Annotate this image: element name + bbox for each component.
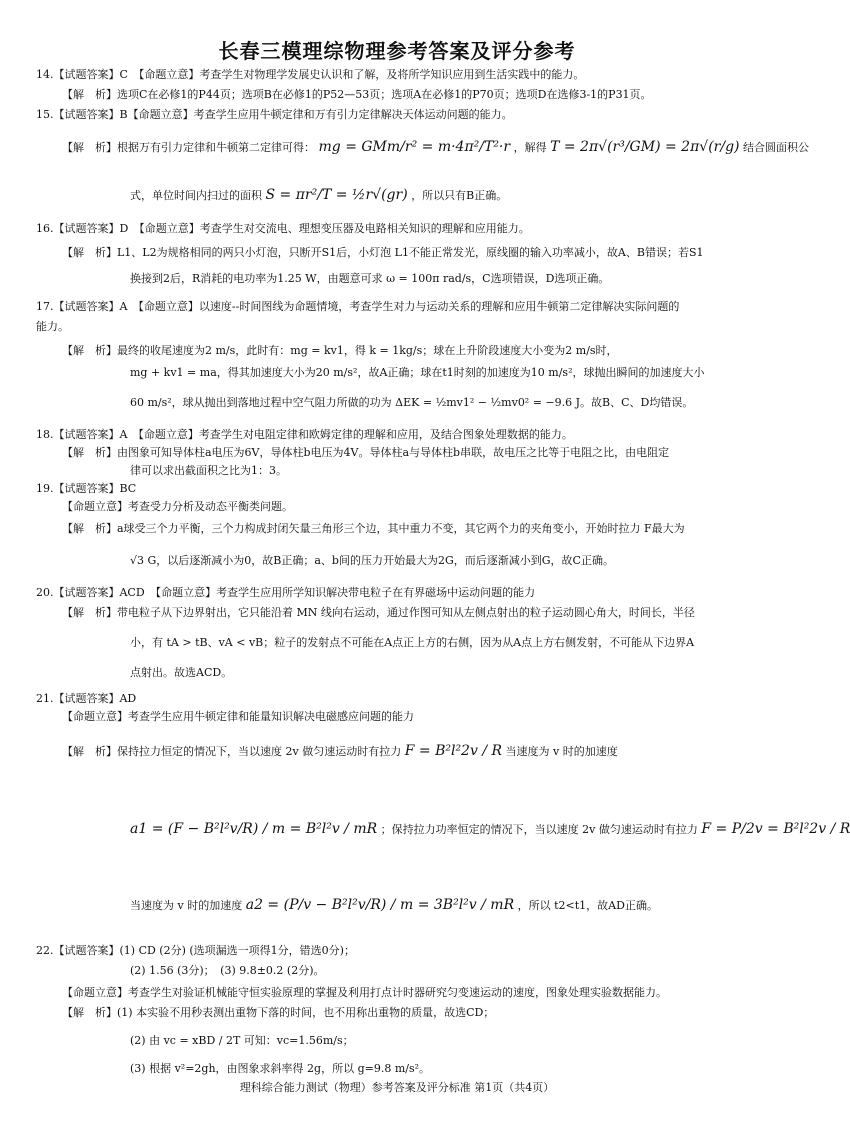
q22-answer-line2: (2) 1.56 (3分)； (3) 9.8±0.2 (2分)。 xyxy=(130,964,325,977)
q17-answer-line-cont: 能力。 xyxy=(36,320,69,333)
q20-analysis-line1: 【解 析】带电粒子从下边界射出，它只能沿着 MN 线向右运动，通过作图可知从左侧点射出的粒子运动圆心角大，时间长，半径 xyxy=(62,606,695,619)
q17-analysis-line2: mg + kv1 = ma，得其加速度大小为20 m/s²，故A正确；球在t1时刻的加速度为10 m/s²，球抛出瞬间的加速度大小 xyxy=(130,366,705,379)
q22-analysis-line3: (3) 根据 v²=2gh，由图象求斜率得 2g，所以 g=9.8 m/s²。 xyxy=(130,1062,431,1075)
q22-analysis-line2: (2) 由 vc = xBD / 2T 可知：vc=1.56m/s； xyxy=(130,1034,354,1047)
q18-analysis-line1: 【解 析】由图象可知导体柱a电压为6V，导体柱b电压为4V。导体柱a与导体柱b串联，故电压之比等于电阻之比，由电阻定 xyxy=(62,446,670,459)
q15-formula-period: T = 2π√(r³/GM) = 2π√(r/g) xyxy=(550,139,740,155)
page-footer: 理科综合能力测试（物理）参考答案及评分标准 第1页（共4页） xyxy=(239,1081,555,1094)
q14-answer-line: 14.【试题答案】C 【命题立意】考查学生对物理学发展史认识和了解，及将所学知识应用到生活实践中的能力。 xyxy=(36,68,585,81)
q21-analysis-text-d: 当速度为 v 时的加速度 xyxy=(130,899,243,912)
q15-formula-area: S = πr²/T = ½r√(gr) xyxy=(265,187,408,203)
q15-formula-gravity: mg = GMm/r² = m·4π²/T²·r xyxy=(318,139,511,155)
q21-analysis-line2 xyxy=(130,820,850,839)
q16-analysis-line1: 【解 析】L1、L2为规格相同的两只小灯泡，只断开S1后，小灯泡 L1不能正常发光，原线圈的输入功率减小，故A、B错误；若S1 xyxy=(62,246,704,259)
q15-analysis-line2 xyxy=(130,186,507,205)
q21-formula-a1: a1 = (F − B²l²v/R) / m = B²l²v / mR xyxy=(130,821,378,837)
q17-analysis-line3: 60 m/s²，球从抛出到落地过程中空气阻力所做的功为 ΔEK = ½mv1² − ½mv0² = −9.6 J。故B、C、D均错误。 xyxy=(130,396,694,409)
q22-answer-line: 22.【试题答案】(1) CD (2分) (选项漏选一项得1分，错选0分)； xyxy=(36,944,355,957)
q16-analysis-line2: 换接到2后，R消耗的电功率为1.25 W，由题意可求 ω = 100π rad/s，C选项错误，D选项正确。 xyxy=(130,272,610,285)
q17-analysis-line1: 【解 析】最终的收尾速度为2 m/s，此时有：mg = kv1，得 k = 1kg/s；球在上升阶段速度大小变为2 m/s时， xyxy=(62,344,618,357)
q22-analysis-line1: 【解 析】(1) 本实验不用秒表测出重物下落的时间，也不用称出重物的质量，故选CD； xyxy=(62,1006,495,1019)
q20-analysis-line3: 点射出。故选ACD。 xyxy=(130,666,233,679)
q19-intent: 【命题立意】考查受力分析及动态平衡类问题。 xyxy=(62,500,293,513)
q21-formula-force: F = B²l²2v / R xyxy=(404,743,503,759)
q17-answer-line: 17.【试题答案】A 【命题立意】以速度--时间图线为命题情境，考查学生对力与运动关系的理解和应用牛顿第二定律解决实际问题的 xyxy=(36,300,680,313)
q15-analysis-text-d: 式，单位时间内扫过的面积 xyxy=(130,189,262,202)
q21-analysis-text-b: 当速度为 v 时的加速度 xyxy=(505,745,618,758)
q21-intent: 【命题立意】考查学生应用牛顿定律和能量知识解决电磁感应问题的能力 xyxy=(62,710,414,723)
q15-analysis-line1 xyxy=(62,138,809,157)
q20-analysis-line2: 小，有 tA > tB、vA < vB；粒子的发射点不可能在A点正上方的右侧，因为从A点上方右侧发射，不可能从下边界A xyxy=(130,636,695,649)
q22-intent: 【命题立意】考查学生对验证机械能守恒实验原理的掌握及利用打点计时器研究匀变速运动的速度，图象处理实验数据能力。 xyxy=(62,986,667,999)
q19-answer-line: 19.【试题答案】BC xyxy=(36,482,137,495)
q15-analysis-text-a: 【解 析】根据万有引力定律和牛顿第二定律可得： xyxy=(62,141,315,154)
q18-answer-line: 18.【试题答案】A 【命题立意】考查学生对电阻定律和欧姆定律的理解和应用，及结合图象处理数据的能力。 xyxy=(36,428,573,441)
q21-analysis-line3 xyxy=(130,896,658,915)
q21-answer-line: 21.【试题答案】AD xyxy=(36,692,137,705)
q21-analysis-text-e: ，所以 t2<t1，故AD正确。 xyxy=(517,899,658,912)
q15-answer-line: 15.【试题答案】B【命题立意】考查学生应用牛顿定律和万有引力定律解决天体运动问题的能力。 xyxy=(36,108,513,121)
q21-formula-force-power: F = P/2v = B²l²2v / R xyxy=(701,821,850,837)
q16-answer-line: 16.【试题答案】D 【命题立意】考查学生对交流电、理想变压器及电路相关知识的理解和应用能力。 xyxy=(36,222,530,235)
q18-analysis-line2: 律可以求出截面积之比为1：3。 xyxy=(130,464,287,477)
q15-analysis-text-e: ，所以只有B正确。 xyxy=(411,189,508,202)
q21-formula-a2: a2 = (P/v − B²l²v/R) / m = 3B²l²v / mR xyxy=(245,897,515,913)
q20-answer-line: 20.【试题答案】ACD 【命题立意】考查学生应用所学知识解决带电粒子在有界磁场中运动问题的能力 xyxy=(36,586,536,599)
q19-analysis-line1: 【解 析】a球受三个力平衡，三个力构成封闭矢量三角形三个边，其中重力不变，其它两个力的夹角变小，开始时拉力 F最大为 xyxy=(62,522,685,535)
q21-analysis-text-c: ；保持拉力功率恒定的情况下，当以速度 2v 做匀速运动时有拉力 xyxy=(380,823,698,836)
q15-analysis-text-c: 结合圆面积公 xyxy=(743,141,809,154)
q15-analysis-text-b: ，解得 xyxy=(513,141,547,154)
q19-analysis-line2: √3 G，以后逐渐减小为0，故B正确；a、b间的压力开始最大为2G，而后逐渐减小到G，故C正确。 xyxy=(130,554,614,567)
q14-analysis: 【解 析】选项C在必修1的P44页；选项B在必修1的P52—53页；选项A在必修1的P70页；选项D在选修3-1的P31页。 xyxy=(62,88,652,101)
q21-analysis-line1 xyxy=(62,742,618,761)
q21-analysis-text-a: 【解 析】保持拉力恒定的情况下，当以速度 2v 做匀速运动时有拉力 xyxy=(62,745,402,758)
document-title: 长春三模理综物理参考答案及评分参考 xyxy=(218,39,576,63)
